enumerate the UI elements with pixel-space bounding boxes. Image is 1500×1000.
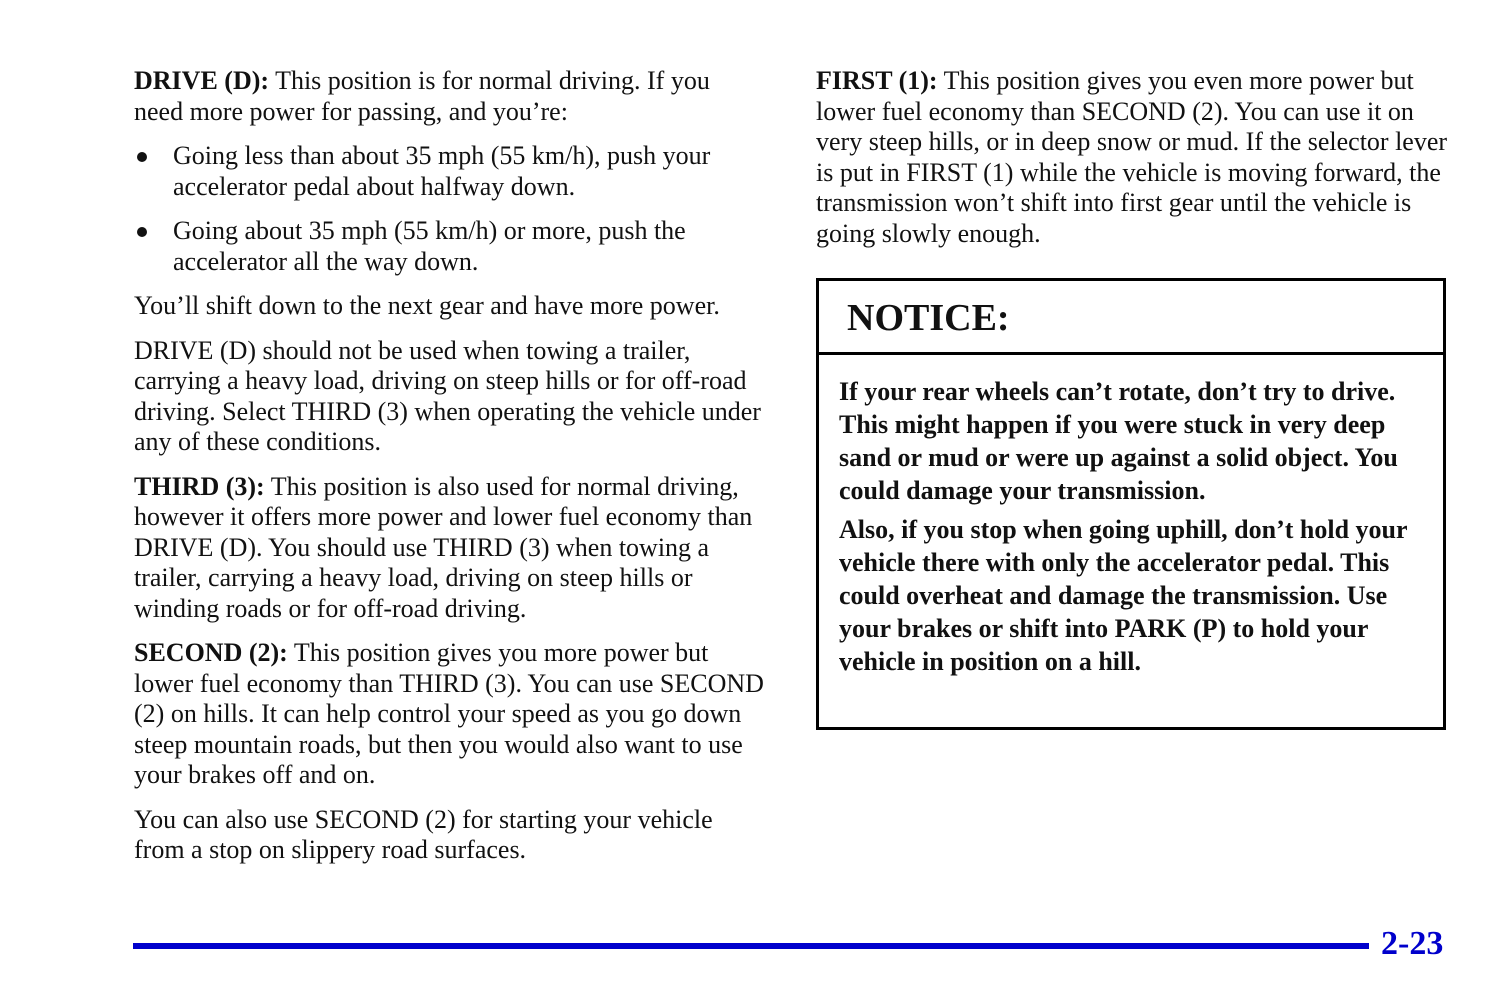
second-text: This position gives you more power but lower fuel economy than THIRD (3). You can use SECOND (2) on hills. It can help control your speed as you go down steep mountain roads, but then you would also want to use your brakes off and on. — [134, 638, 764, 789]
first-text: This position gives you even more power but lower fuel economy than SECOND (2). You can use it on very steep hills, or in deep snow or mud. If the selector lever is put in FIRST (1) while the vehicle is moving forward, the transmission won’t shift into first gear until the vehicle is going slowly enough. — [816, 66, 1448, 248]
drive-paragraph — [134, 66, 764, 127]
notice-box — [816, 278, 1446, 730]
page-number: 2-23 — [1381, 925, 1444, 962]
shift-down-paragraph: You’ll shift down to the next gear and have more power. — [134, 291, 720, 320]
bullet-text: Going about 35 mph (55 km/h) or more, push the accelerator all the way down. — [173, 216, 686, 276]
first-paragraph — [816, 66, 1448, 249]
first-heading: FIRST (1): — [816, 66, 938, 95]
bullet-icon — [137, 152, 147, 162]
passing-bullet-list — [134, 141, 764, 277]
list-item — [134, 216, 764, 277]
third-paragraph — [134, 472, 764, 625]
second-extra-paragraph: You can also use SECOND (2) for starting your vehicle from a stop on slippery road surfaces. — [134, 804, 713, 864]
left-column — [134, 66, 764, 880]
footer-rule — [133, 943, 1369, 949]
bullet-icon — [137, 227, 147, 237]
third-text: This position is also used for normal driving, however it offers more power and lower fuel economy than DRIVE (D). You should use THIRD (3) when towing a trailer, carrying a heavy load, driving on steep hills or winding roads or for off-road driving. — [134, 471, 753, 623]
notice-title: NOTICE: — [819, 281, 1443, 355]
second-paragraph — [134, 638, 764, 791]
list-item — [134, 141, 764, 202]
notice-paragraph-1: If your rear wheels can’t rotate, don’t try to drive. This might happen if you were stuck in very deep sand or mud or were up against a solid object. You could damage your transmission. — [839, 377, 1398, 505]
bullet-text: Going less than about 35 mph (55 km/h), push your accelerator pedal about halfway down. — [173, 141, 711, 201]
notice-body — [819, 355, 1443, 678]
notice-paragraph-2: Also, if you stop when going uphill, don’t hold your vehicle there with only the accelerator pedal. This could overheat and damage the transmission. Use your brakes or shift into PARK (P) to hold your vehicle in position on a hill. — [839, 515, 1408, 676]
third-heading: THIRD (3): — [134, 471, 265, 501]
second-heading: SECOND (2): — [134, 638, 288, 667]
right-column — [816, 66, 1448, 263]
drive-heading: DRIVE (D): — [134, 66, 270, 95]
drive-warning-paragraph: DRIVE (D) should not be used when towing a trailer, carrying a heavy load, driving on steep hills or for off-road driving. Select THIRD (3) when operating the vehicle under any of these conditions. — [134, 335, 761, 456]
drive-text: This position is for normal driving. If you need more power for passing, and you’re: — [134, 66, 710, 126]
